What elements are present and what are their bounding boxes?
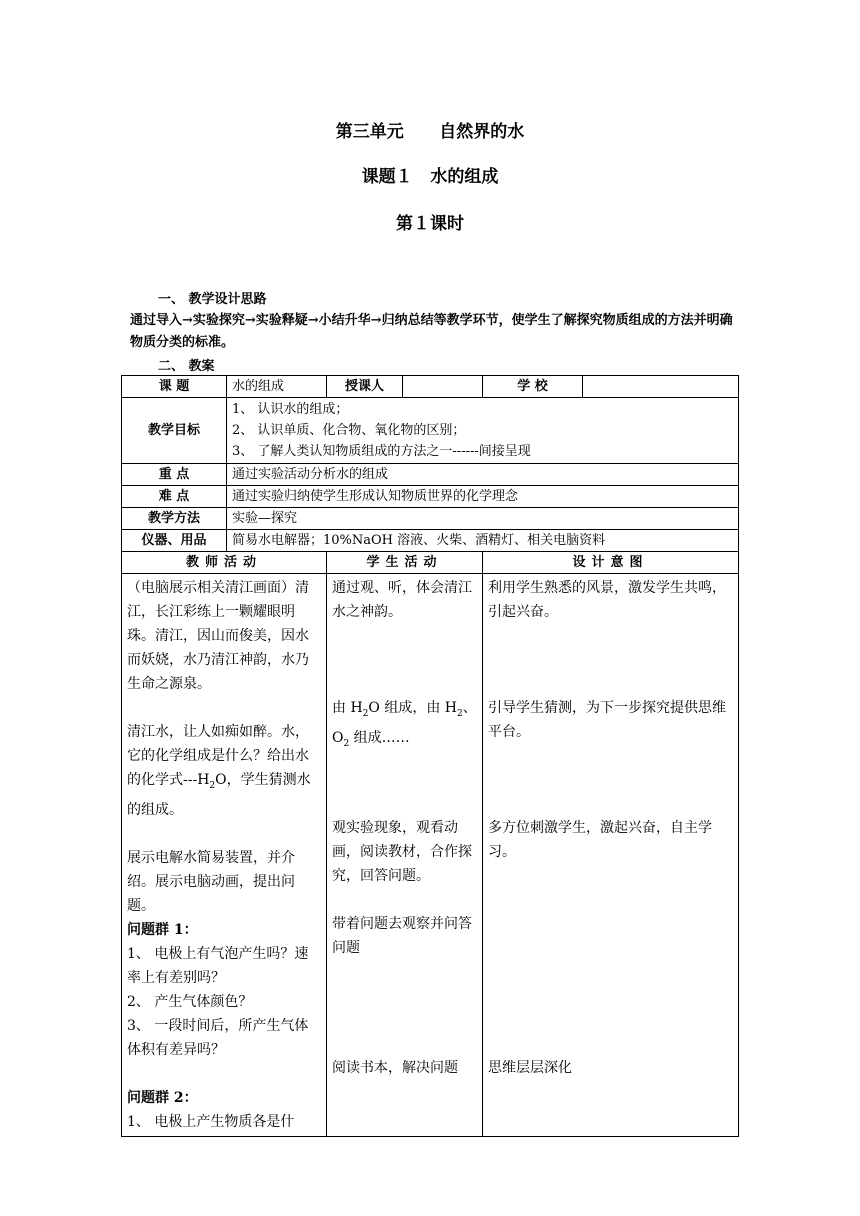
method-label: 教学方法 bbox=[122, 508, 227, 530]
section1-text: 通过导入→实验探究→实验释疑→小结升华→归纳总结等教学环节，使学生了解探究物质组成的方法并明确物质分类的标准。 bbox=[130, 313, 733, 350]
equipment-value: 简易水电解器；10%NaOH 溶液、火柴、酒精灯、相关电脑资料 bbox=[227, 530, 739, 552]
goal-item: 2、 认识单质、化合物、氧化物的区别； bbox=[232, 423, 466, 438]
question-group-title: 问题群 2： bbox=[127, 1089, 198, 1106]
student-activity-cell bbox=[327, 574, 483, 1137]
question-group-title: 问题群 1： bbox=[127, 921, 198, 938]
student-paragraph: 由 $H_2O$ 组成，由 $H_2$、$O_2$ 组成…… bbox=[332, 700, 477, 749]
student-paragraph: 通过观、听，体会清江水之神韵。 bbox=[332, 580, 472, 620]
unit-title: 第三单元 自然界的水 bbox=[335, 122, 525, 142]
key-point-label: 重 点 bbox=[122, 464, 227, 486]
equipment-label: 仪器、用品 bbox=[122, 530, 227, 552]
question-item: 1、 电极上产生物质各是什 bbox=[127, 1113, 295, 1130]
row-key-point bbox=[122, 464, 739, 486]
goal-item: 1、 认识水的组成； bbox=[232, 402, 349, 417]
row-activities bbox=[122, 574, 739, 1137]
lesson-plan-table bbox=[121, 375, 739, 1137]
teacher-activity-header: 教师活动 bbox=[122, 552, 327, 574]
teacher-paragraph: 展示电解水简易装置，并介绍。展示电脑动画，提出问题。 bbox=[127, 849, 295, 914]
row-column-headers bbox=[122, 552, 739, 574]
student-paragraph: 阅读书本，解决问题 bbox=[332, 1060, 458, 1076]
design-paragraph: 多方位刺激学生，激起兴奋，自主学习。 bbox=[488, 820, 712, 860]
goals-list bbox=[227, 398, 739, 464]
teacher-activity-cell bbox=[122, 574, 327, 1137]
teacher-label: 授课人 bbox=[327, 376, 403, 398]
teacher-value bbox=[403, 376, 483, 398]
key-point-value: 通过实验活动分析水的组成 bbox=[227, 464, 739, 486]
teacher-paragraph: 清江水，让人如痴如醉。水，它的化学组成是什么？给出水的化学式$---H_2O$，学生猜测水的组成。 bbox=[127, 724, 311, 818]
difficulty-label: 难 点 bbox=[122, 486, 227, 508]
school-value bbox=[583, 376, 739, 398]
design-paragraph: 引导学生猜测，为下一步探究提供思维平台。 bbox=[488, 700, 726, 740]
teacher-paragraph: （电脑展示相关清江画面）清江，长江彩练上一颗耀眼明珠。清江，因山而俊美，因水而妖娆，水乃清江神韵，水乃生命之源泉。 bbox=[127, 580, 309, 692]
goal-item: 3、 了解人类认知物质组成的方法之一------间接呈现 bbox=[232, 444, 531, 459]
row-goals bbox=[122, 398, 739, 464]
goals-label: 教学目标 bbox=[122, 398, 227, 464]
topic-value: 水的组成 bbox=[227, 376, 327, 398]
student-paragraph: 带着问题去观察并问答问题 bbox=[332, 916, 472, 956]
school-label: 学 校 bbox=[483, 376, 583, 398]
row-difficulty bbox=[122, 486, 739, 508]
topic-label: 课 题 bbox=[122, 376, 227, 398]
row-topic bbox=[122, 376, 739, 398]
question-item: 3、 一段时间后，所产生气体体积有差异吗？ bbox=[127, 1017, 309, 1058]
question-item: 1、 电极上有气泡产生吗？速率上有差别吗？ bbox=[127, 945, 309, 986]
question-item: 2、 产生气体颜色？ bbox=[127, 993, 253, 1010]
student-paragraph: 观实验现象，观看动画，阅读教材，合作探究，回答问题。 bbox=[332, 820, 472, 884]
lesson-title: 第１课时 bbox=[396, 214, 464, 234]
topic-title: 课题１ 水的组成 bbox=[361, 167, 499, 187]
row-equipment bbox=[122, 530, 739, 552]
method-value: 实验—探究 bbox=[227, 508, 739, 530]
section1-heading: 一、 教学设计思路 bbox=[158, 292, 267, 307]
design-intent-header: 设计意图 bbox=[483, 552, 739, 574]
design-intent-cell bbox=[483, 574, 739, 1137]
row-method bbox=[122, 508, 739, 530]
student-activity-header: 学生活动 bbox=[327, 552, 483, 574]
design-paragraph: 利用学生熟悉的风景，激发学生共鸣，引起兴奋。 bbox=[488, 580, 726, 620]
difficulty-value: 通过实验归纳使学生形成认知物质世界的化学理念 bbox=[227, 486, 739, 508]
section2-heading: 二、 教案 bbox=[158, 359, 215, 374]
design-paragraph: 思维层层深化 bbox=[488, 1060, 572, 1076]
